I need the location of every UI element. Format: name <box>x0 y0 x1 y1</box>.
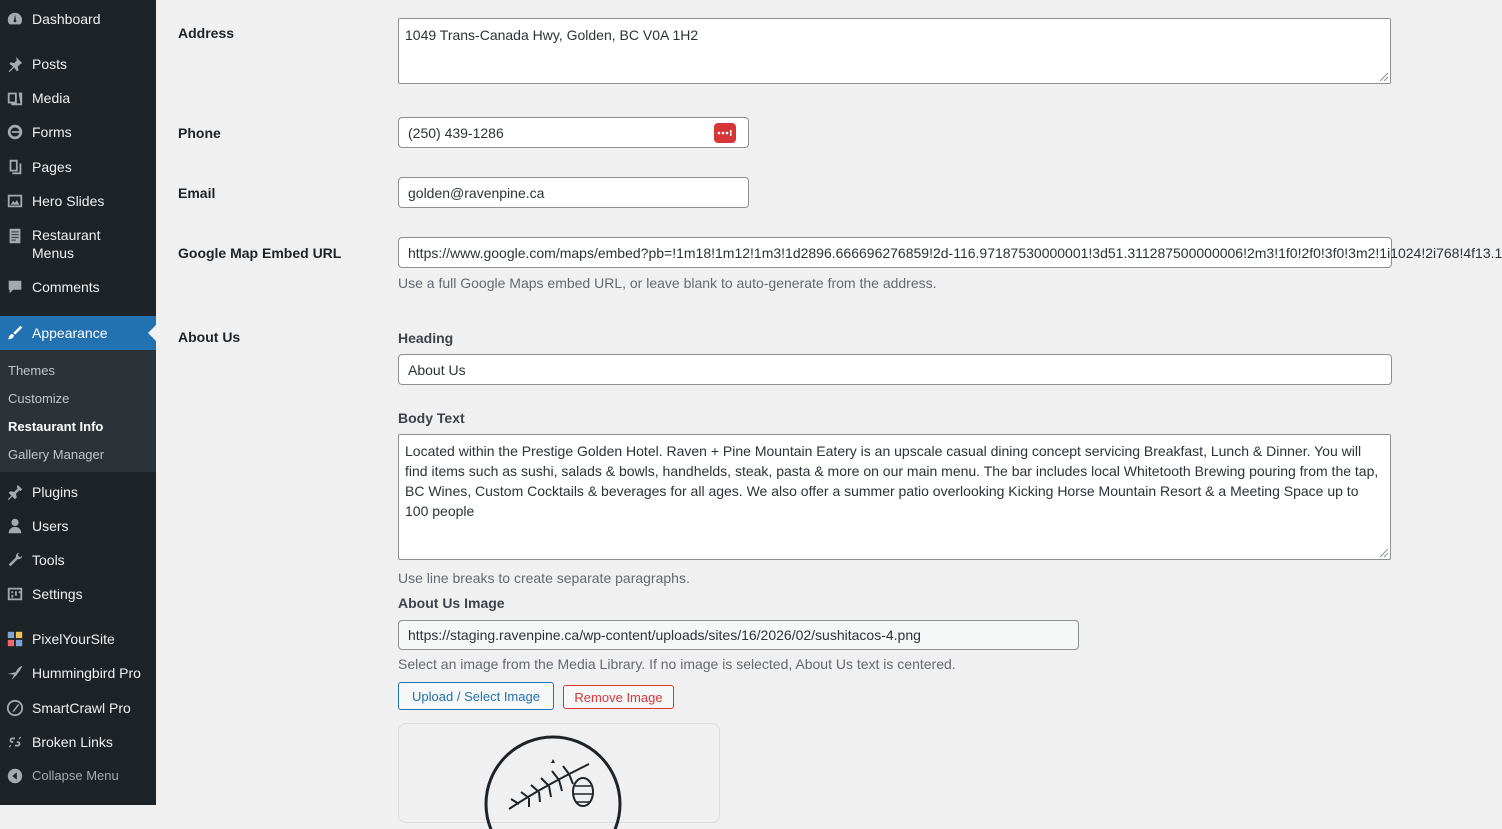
menu-label: Collapse Menu <box>32 768 119 783</box>
admin-sidebar <box>0 0 156 805</box>
password-manager-icon[interactable] <box>714 123 736 143</box>
menu-label: Users <box>32 518 69 534</box>
menu-pixelyoursite[interactable] <box>0 628 156 650</box>
dashboard-icon <box>5 9 25 29</box>
menu-label: Plugins <box>32 484 78 500</box>
hummingbird-icon <box>5 663 25 683</box>
appearance-submenu <box>0 350 156 472</box>
menu-users[interactable] <box>0 515 156 537</box>
restaurant-info-form <box>156 0 1502 805</box>
menu-smartcrawl[interactable] <box>0 697 156 719</box>
menu-plugins[interactable] <box>0 481 156 503</box>
menu-pages[interactable] <box>0 156 156 178</box>
email-label: Email <box>178 185 216 201</box>
pages-icon <box>5 157 25 177</box>
menu-label: Forms <box>32 124 72 140</box>
remove-image-button[interactable]: Remove Image <box>563 685 674 709</box>
menu-tools[interactable] <box>0 549 156 571</box>
menu-posts[interactable] <box>0 53 156 75</box>
submenu-gallery-manager[interactable]: Gallery Manager <box>8 447 105 462</box>
menu-hero-slides[interactable] <box>0 190 156 212</box>
menu-label: Tools <box>32 552 65 568</box>
map-url-label: Google Map Embed URL <box>178 245 342 261</box>
about-image-label: About Us Image <box>398 595 505 611</box>
resize-handle-icon[interactable] <box>1380 73 1388 81</box>
menu-appearance[interactable] <box>0 316 156 350</box>
resize-handle-icon[interactable] <box>1380 549 1388 557</box>
menu-label: Posts <box>32 56 68 72</box>
menu-label: Appearance <box>32 325 108 341</box>
map-url-description: Use a full Google Maps embed URL, or leave blank to auto-generate from the address. <box>398 275 937 291</box>
body-text-textarea[interactable] <box>398 434 1391 560</box>
heading-value: About Us <box>408 361 466 378</box>
submenu-customize[interactable]: Customize <box>8 391 70 406</box>
smartcrawl-icon <box>5 698 25 718</box>
collapse-icon <box>5 766 25 786</box>
about-image-description: Select an image from the Media Library. If no image is selected, About Us text is centered. <box>398 656 956 672</box>
phone-input[interactable] <box>398 117 749 148</box>
heading-label: Heading <box>398 330 454 346</box>
menu-broken-links[interactable] <box>0 731 156 753</box>
menu-comments[interactable] <box>0 276 156 298</box>
forms-icon <box>5 122 25 142</box>
menu-forms[interactable] <box>0 121 156 143</box>
menu-label: Hummingbird Pro <box>32 665 141 681</box>
phone-value: (250) 439-1286 <box>408 124 504 141</box>
heading-input[interactable] <box>398 354 1392 385</box>
menu-label: Hero Slides <box>32 193 105 209</box>
about-image-url-input[interactable] <box>398 620 1079 650</box>
body-text-description: Use line breaks to create separate paragraphs. <box>398 570 690 586</box>
raven-pine-logo-image <box>399 724 721 824</box>
comment-icon <box>5 277 25 297</box>
phone-label: Phone <box>178 125 221 141</box>
menu-label: Comments <box>32 279 100 295</box>
media-icon <box>5 88 25 108</box>
brush-icon <box>5 323 25 343</box>
menu-label: Media <box>32 90 71 106</box>
menu-label: Dashboard <box>32 11 101 27</box>
email-input[interactable] <box>398 177 749 208</box>
user-icon <box>5 516 25 536</box>
menu-media[interactable] <box>0 87 156 109</box>
menu-book-icon <box>5 226 25 246</box>
menu-label: Pages <box>32 159 72 175</box>
upload-select-image-button[interactable]: Upload / Select Image <box>398 682 554 710</box>
menu-dashboard[interactable] <box>0 8 156 30</box>
address-textarea[interactable] <box>398 18 1391 84</box>
email-value: golden@ravenpine.ca <box>408 184 545 201</box>
pushpin-icon <box>5 54 25 74</box>
address-label: Address <box>178 25 235 41</box>
about-image-preview <box>398 723 720 823</box>
address-value: 1049 Trans-Canada Hwy, Golden, BC V0A 1H2 <box>405 27 699 43</box>
wrench-icon <box>5 550 25 570</box>
slides-icon <box>5 191 25 211</box>
collapse-menu-button[interactable] <box>0 765 156 787</box>
submenu-themes[interactable]: Themes <box>8 363 55 378</box>
pixelyoursite-icon <box>5 629 25 649</box>
plugin-icon <box>5 482 25 502</box>
map-url-input[interactable] <box>398 237 1502 268</box>
submenu-restaurant-info[interactable]: Restaurant Info <box>8 419 104 434</box>
menu-label: Settings <box>32 586 83 602</box>
menu-label: Restaurant Menus <box>32 227 101 261</box>
about-image-url-value: https://staging.ravenpine.ca/wp-content/uploads/sites/16/2026/02/sushitacos-4.png <box>408 627 921 643</box>
menu-hummingbird[interactable] <box>0 662 156 684</box>
menu-settings[interactable] <box>0 583 156 605</box>
menu-label: SmartCrawl Pro <box>32 700 131 716</box>
map-url-value: https://www.google.com/maps/embed?pb=!1m18!1m12!1m3!1d2896.666696276859!2d-116.97187530000001!3d51.311287500000006!2m3!1f0!2f0!3f0!3m2!1i1024!2i768!4f13.1 <box>408 244 1502 261</box>
settings-icon <box>5 584 25 604</box>
broken-link-icon <box>5 732 25 752</box>
about-us-label: About Us <box>178 329 241 345</box>
menu-label: Broken Links <box>32 734 113 750</box>
menu-restaurant-menus[interactable] <box>0 226 156 262</box>
menu-label: PixelYourSite <box>32 631 115 647</box>
body-text-label: Body Text <box>398 410 465 426</box>
body-text-value: Located within the Prestige Golden Hotel. Raven + Pine Mountain Eatery is an upscale casual dining concept servicing Breakfast, Lunch & Dinner. You will find items such as sushi, salads & bowls, handhelds, steak, pasta & more on our main menu. The bar includes local Whitetooth Brewing pouring from the tap, BC Wines, Custom Cocktails & beverages for all ages. We also offer a summer patio overlooking Kicking Horse Mountain Resort & a Meeting Space up to 100 people <box>405 443 1379 519</box>
